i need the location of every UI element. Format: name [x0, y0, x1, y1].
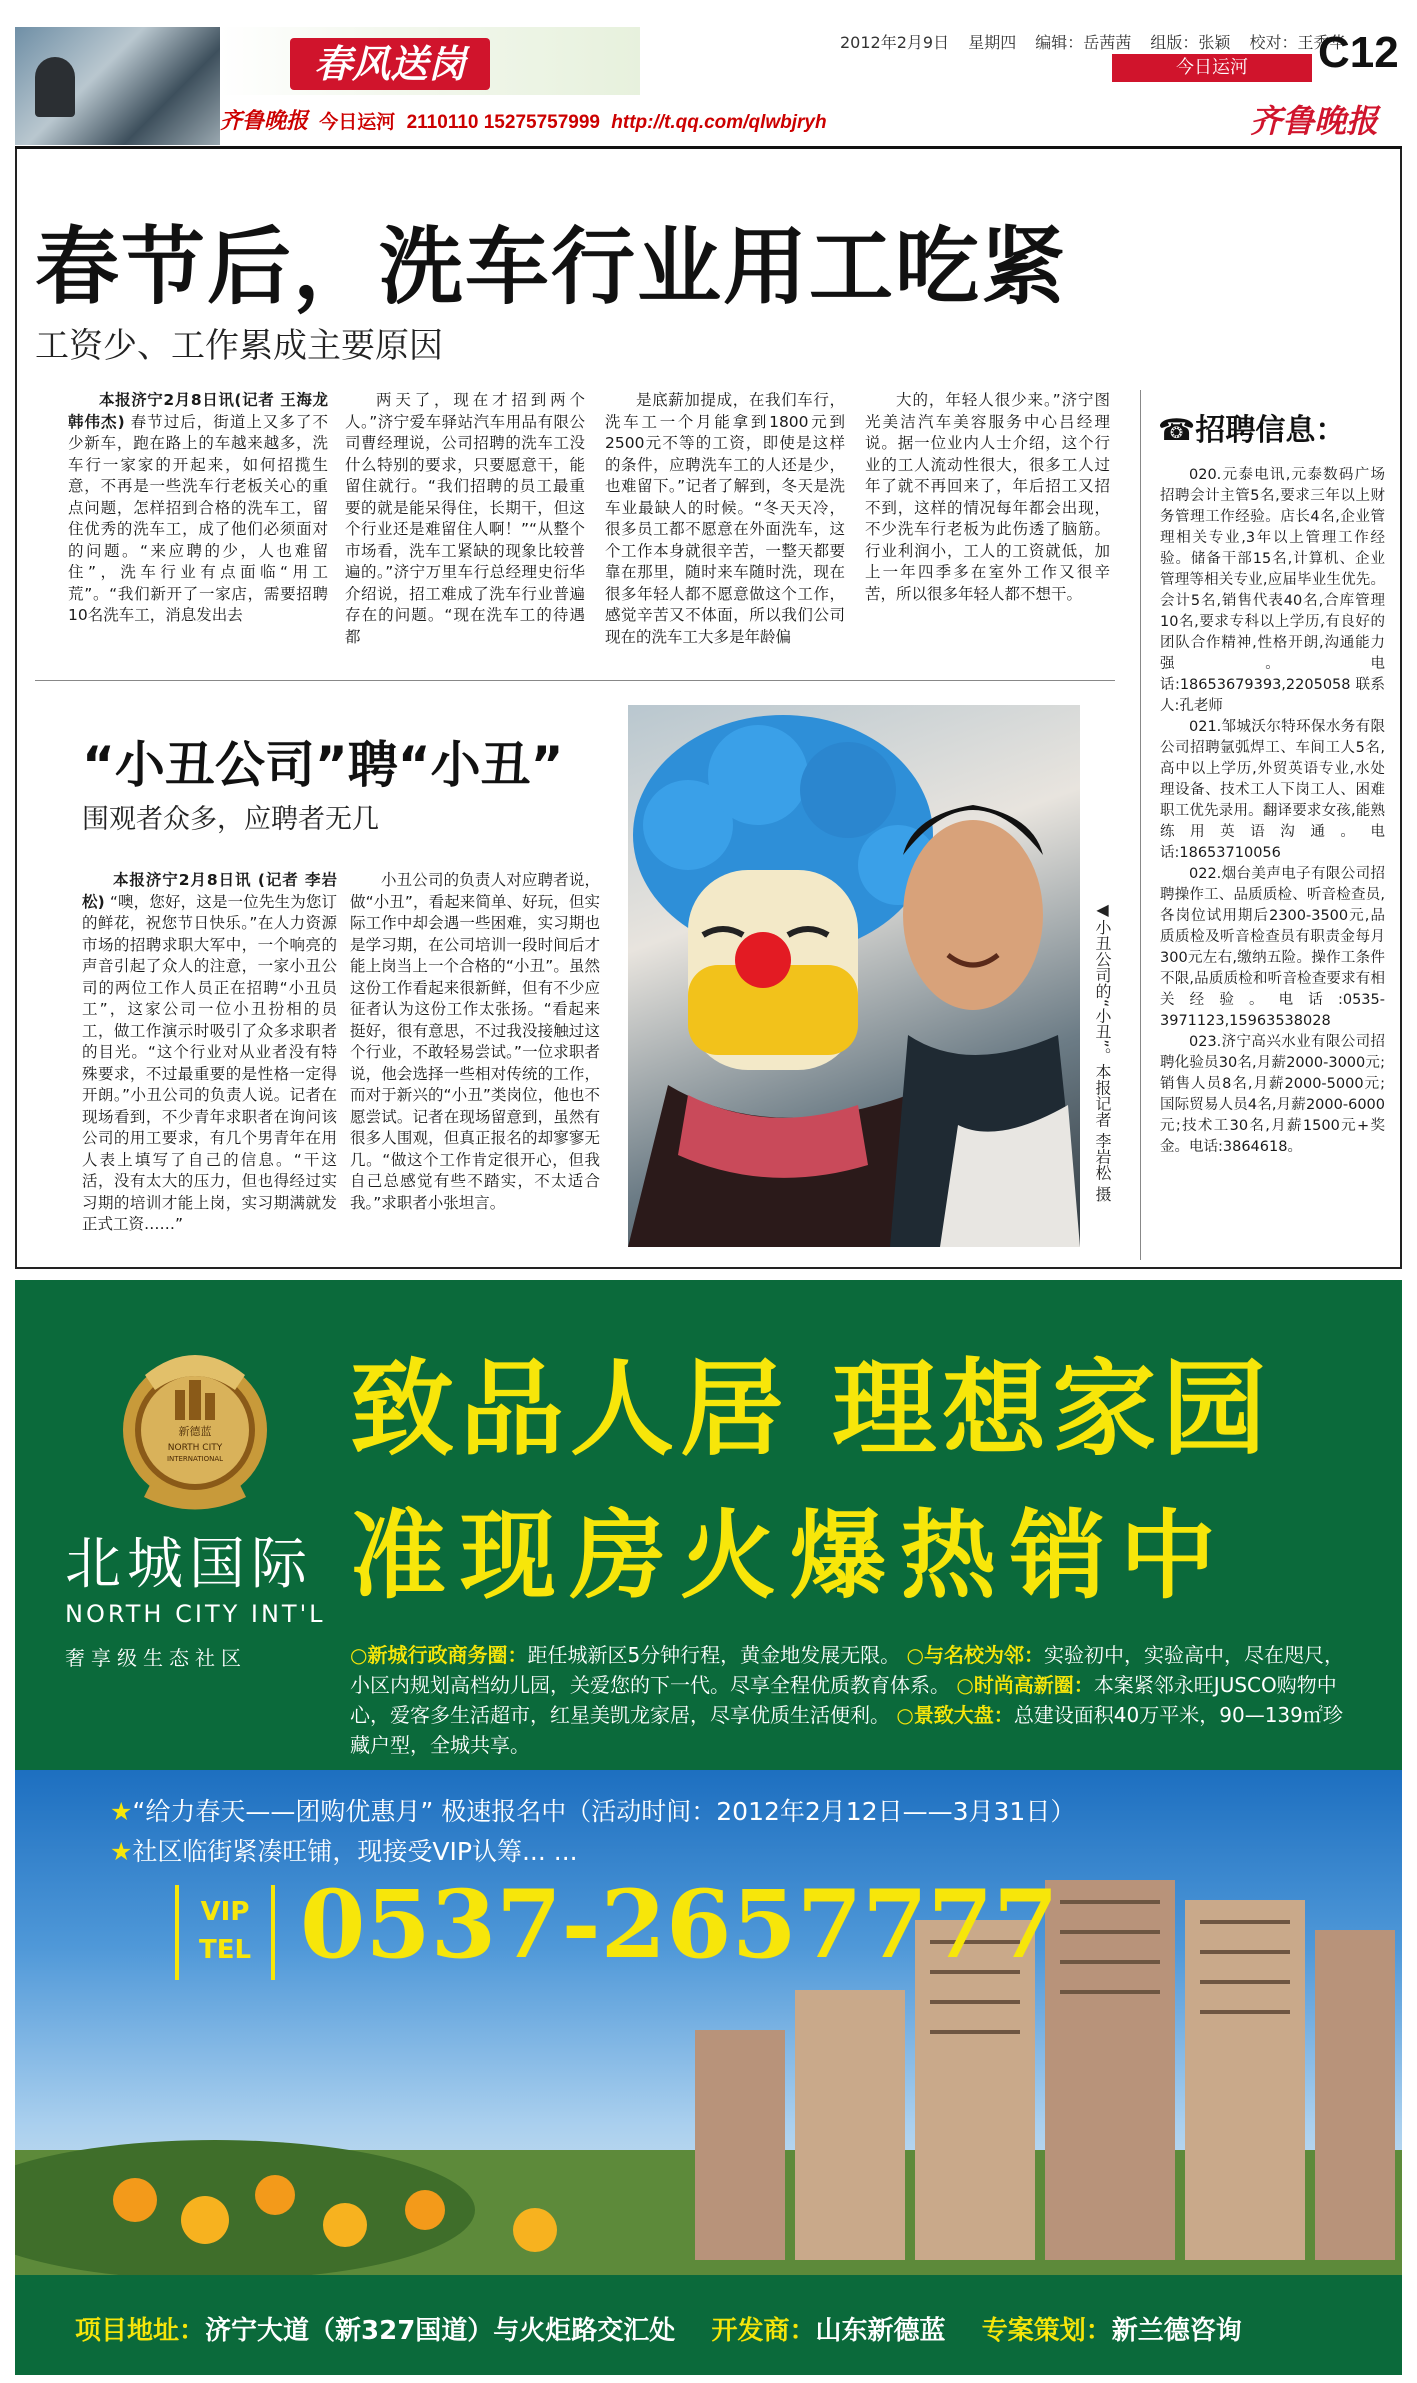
layout-credit: 组版：张颖: [1150, 33, 1231, 52]
vip-tel-badge: [175, 1885, 275, 1980]
dateline: 本报济宁2月8日讯(记者 王海龙 韩伟杰): [68, 391, 328, 431]
footer-key: 开发商：: [711, 2316, 816, 2346]
recruitment-title: [1158, 405, 1345, 449]
recruitment-title-text: 招聘信息：: [1195, 413, 1346, 448]
article-clown-col-1: [82, 870, 337, 1236]
article-text: 小丑公司的负责人对应聘者说，做“小丑”，看起来简单、好玩，但实际工作中却会遇一些困难，实习期也是学习期，在公司培训一段时间后才能上岗当上一个合格的“小丑”。虽然这份工作看起来很新鲜，但有不少应征者认为这份工作太张扬。“看起来挺好，很有意思，不过我没接触过这个行业，不敢轻易尝试。”一位求职者说，他会选择一些相对传统的工作，而对于新兴的“小丑”类岗位，他也不愿尝试。记者在现场留意到，虽然有很多人围观，但真正报名的却寥寥无几。“做这个工作肯定很开心，但我自己总感觉有些不踏实，不太适合我。”求职者小张坦言。: [350, 871, 600, 1212]
paper-logo: 齐鲁晚报: [1250, 102, 1379, 140]
feature-key: 景致大盘：: [913, 1703, 1014, 1727]
subhead-car-wash: 工资少、工作累成主要原因: [35, 326, 443, 366]
bullet-icon: ○: [906, 1643, 924, 1667]
clown-photo: [628, 705, 1080, 1247]
emblem-text-en-1: NORTH CITY: [167, 1443, 223, 1453]
footer-key: 项目地址：: [75, 2316, 206, 2346]
column-name: 今日运河: [319, 112, 396, 133]
bullet-icon: ○: [896, 1703, 914, 1727]
header-info: [220, 104, 833, 135]
page-number: C12: [1318, 28, 1399, 77]
star-icon: ★: [110, 1797, 133, 1826]
headline-clown: “小丑公司”聘“小丑”: [82, 736, 564, 794]
article-text: “噢，您好，这是一位先生为您订的鲜花，祝您节日快乐。”在人力资源市场的招聘求职大军中，一个响亮的声音引起了众人的注意，一家小丑公司的两位工作人员正在招聘“小丑员工”，这家公司一位小丑扮相的员工，做工作演示时吸引了众多求职者的目光。“这个行业对从业者没有特殊要求，不过最重要的是性格一定得开朗。”小丑公司的负责人说。记者在现场看到，不少青年求职者在询问该公司的用工要求，有几个男青年在用人表上填写了自己的信息。“干这活，没有太大的压力，但也得经过实习期的培训才能上岗，实习期满就发正式工资……”: [82, 892, 338, 1233]
weekday: 星期四: [968, 33, 1017, 52]
recruitment-list: [1160, 465, 1385, 1158]
article-text: 大的，年轻人很少来。”济宁图光美洁汽车美容服务中心吕经理说。据一位业内人士介绍，这个行业的工人流动性很大，很多工人过年了就不再回来了，年后招工又招不到，这样的情况每年都会出现，不少洗车行老板为此伤透了脑筋。行业利润小，工人的工资就低，加上一年四季多在室外工作又很辛苦，所以很多年轻人都不想干。: [865, 391, 1110, 603]
footer-value: 新兰德咨询: [1111, 2316, 1242, 2346]
article-car-wash-col-2: [345, 390, 585, 648]
photo-caption: ◀小丑公司的“小丑”。本报记者 李岩松 摄: [1093, 900, 1112, 1202]
feature-text: 总建设面积40万平米，90—139㎡珍藏户型，全城共享。: [350, 1703, 1343, 1757]
clown-photo-illustration: [628, 705, 1080, 1247]
paper-name: 齐鲁晚报: [220, 108, 309, 134]
article-text: 是底薪加提成，在我们车行，洗车工一个月能拿到1800元到2500元不等的工资，即使是这样的条件，应聘洗车工的人还是少，也难留下。”记者了解到，冬天是洗车业最缺人的时候。“冬天天冷，很多员工都不愿意在外面洗车，这个工作本身就很辛苦，一整天都要靠在那里，随时来车随时洗，现在很多年轻人都不愿意做这个工作，感觉辛苦又不体面，所以我们公司现在的洗车工大多是年龄偏: [605, 391, 845, 646]
bullet-icon: ○: [956, 1673, 974, 1697]
tel-label: TEL: [198, 1935, 252, 1965]
recruitment-item: 023.济宁高兴水业有限公司招聘化验员30名,月薪2000-3000元;销售人员8名,月薪2000-5000元;国际贸易人员4名,月薪2000-6000元;技术工30名,月薪1500元+奖金。电话:3864618。: [1160, 1034, 1385, 1155]
phone-icon: ☎: [1158, 413, 1196, 448]
dateline: 本报济宁2月8日讯 (记者 李岩松): [82, 871, 337, 911]
feature-text: 实验初中，实验高中，尽在咫尺，小区内规划高档幼儿园，关爱您的下一代。尽享全程优质教育体系。: [350, 1643, 1344, 1697]
feature-key: 新城行政商务圈：: [367, 1643, 528, 1667]
date: 2012年2月9日: [840, 33, 950, 52]
recruitment-item: 022.烟台美声电子有限公司招聘操作工、品质质检、听音检查员,各岗位试用期后2300-3500元,品质质检及听音检查员有职责金每月300元左右,缴纳五险。操作工条件不限,品质质检和听音检查要求有相关经验。电话:0535-3971123,15963538028: [1160, 866, 1385, 1029]
promo-line-2: [110, 1832, 578, 1868]
emblem-text-cn: 新德蓝: [178, 1425, 212, 1438]
ad-footer-text: [75, 2310, 1242, 2347]
article-text: 春节过后，街道上又多了不少新车，跑在路上的车越来越多，洗车行一家家的开起来，如何招揽生意，不再是一些洗车行老板关心的重点问题，怎样招到合格的洗车工，留住优秀的洗车工，成了他们必须面对的问题。“来应聘的少，人也难留住”，洗车行业有点面临“用工荒”。“我们新开了一家店，需要招聘10名洗车工，消息发出去: [68, 412, 328, 624]
headline-car-wash: 春节后，洗车行业用工吃紧: [35, 218, 1068, 316]
star-icon: ★: [110, 1837, 133, 1866]
ad-headline-2: 准现房火爆热销中: [350, 1499, 1230, 1612]
article-car-wash-col-1: [68, 390, 328, 627]
article-divider: [35, 680, 1115, 681]
brand-name-cn: 北城国际: [65, 1532, 313, 1597]
feature-text: 距任城新区5分钟行程，黄金地发展无限。: [527, 1643, 901, 1667]
article-car-wash-col-3: [605, 390, 845, 648]
recruitment-item: 020.元泰电讯,元泰数码广场招聘会计主管5名,要求三年以上财务管理工作经验。店长4名,企业管理相关专业,3年以上管理工作经验。储备干部15名,计算机、企业管理等相关专业,应届毕业生优先。会计5名,销售代表40名,合库管理10名,要求专科以上学历,有良好的团队合作精神,性格开朗,沟通能力强。电话:18653679393,2205058 联系人:孔老师: [1160, 467, 1385, 714]
bullet-icon: ○: [350, 1643, 368, 1667]
ad-phone-number[interactable]: 0537-2657777: [300, 1870, 1059, 1980]
subhead-clown: 围观者众多，应聘者无几: [82, 804, 379, 835]
column-divider: [1140, 390, 1141, 1260]
header-photo: [15, 27, 220, 145]
article-clown-col-2: [350, 870, 600, 1214]
article-text: 两天了，现在才招到两个人。”济宁爱车驿站汽车用品有限公司曹经理说，公司招聘的洗车工没什么特别的要求，只要愿意干，能留住就行。“我们招聘的员工最重要的就是能呆得住，长期干，但这个行业还是难留住人啊！”“从整个市场看，洗车工紧缺的现象比较普遍的。”济宁万里车行总经理史衍华介绍说，招工难成了洗车行业普遍存在的问题。“现在洗车工的待遇都: [345, 391, 585, 646]
emblem-text-en-2: INTERNATIONAL: [166, 1455, 224, 1463]
footer-value: 济宁大道（新327国道）与火炬路交汇处: [205, 2316, 676, 2346]
real-estate-ad: [15, 1280, 1402, 2375]
section-tag: 今日运河: [1112, 54, 1312, 82]
recruitment-item: 021.邹城沃尔特环保水务有限公司招聘氩弧焊工、车间工人5名,高中以上学历,外贸英语专业,水处理设备、技术工人下岗工人、困难职工优先录用。翻译要求女孩,能熟练用英语沟通。电话:18653710056: [1160, 719, 1385, 861]
ad-headline-1: 致品人居 理想家园: [350, 1348, 1273, 1470]
hotline: 2110110 15275757999: [406, 112, 600, 133]
proof-credit: 校对：王秀华: [1249, 33, 1346, 52]
promo-text: 社区临街紧凑旺铺，现接受VIP认筹... ...: [132, 1837, 578, 1866]
feature-text: 本案紧邻永旺JUSCO购物中心，爱客多生活超市，红星美凯龙家居，尽享优质生活便利。: [350, 1673, 1337, 1727]
feature-key: 时尚高新圈：: [973, 1673, 1094, 1697]
brand-slogan: 奢享级生态社区: [65, 1646, 247, 1670]
footer-key: 专案策划：: [981, 2316, 1112, 2346]
brand-name-en: NORTH CITY INT'L: [65, 1600, 326, 1628]
promo-text: “给力春天——团购优惠月” 极速报名中（活动时间：2012年2月12日——3月31日）: [132, 1797, 1076, 1826]
promo-line-1: [110, 1792, 1075, 1828]
editor: 编辑：岳茜茜: [1035, 33, 1132, 52]
north-city-emblem-icon: [105, 1335, 285, 1515]
ad-features: [350, 1640, 1350, 1760]
column-title: 春风送岗: [290, 38, 490, 90]
feature-key: 与名校为邻：: [924, 1643, 1044, 1667]
weibo-url[interactable]: http://t.qq.com/qlwbjryh: [611, 112, 827, 133]
vip-label: VIP: [200, 1897, 250, 1927]
edition-line: [840, 30, 1360, 53]
footer-value: 山东新德蓝: [815, 2316, 946, 2346]
article-car-wash-col-4: [865, 390, 1110, 605]
